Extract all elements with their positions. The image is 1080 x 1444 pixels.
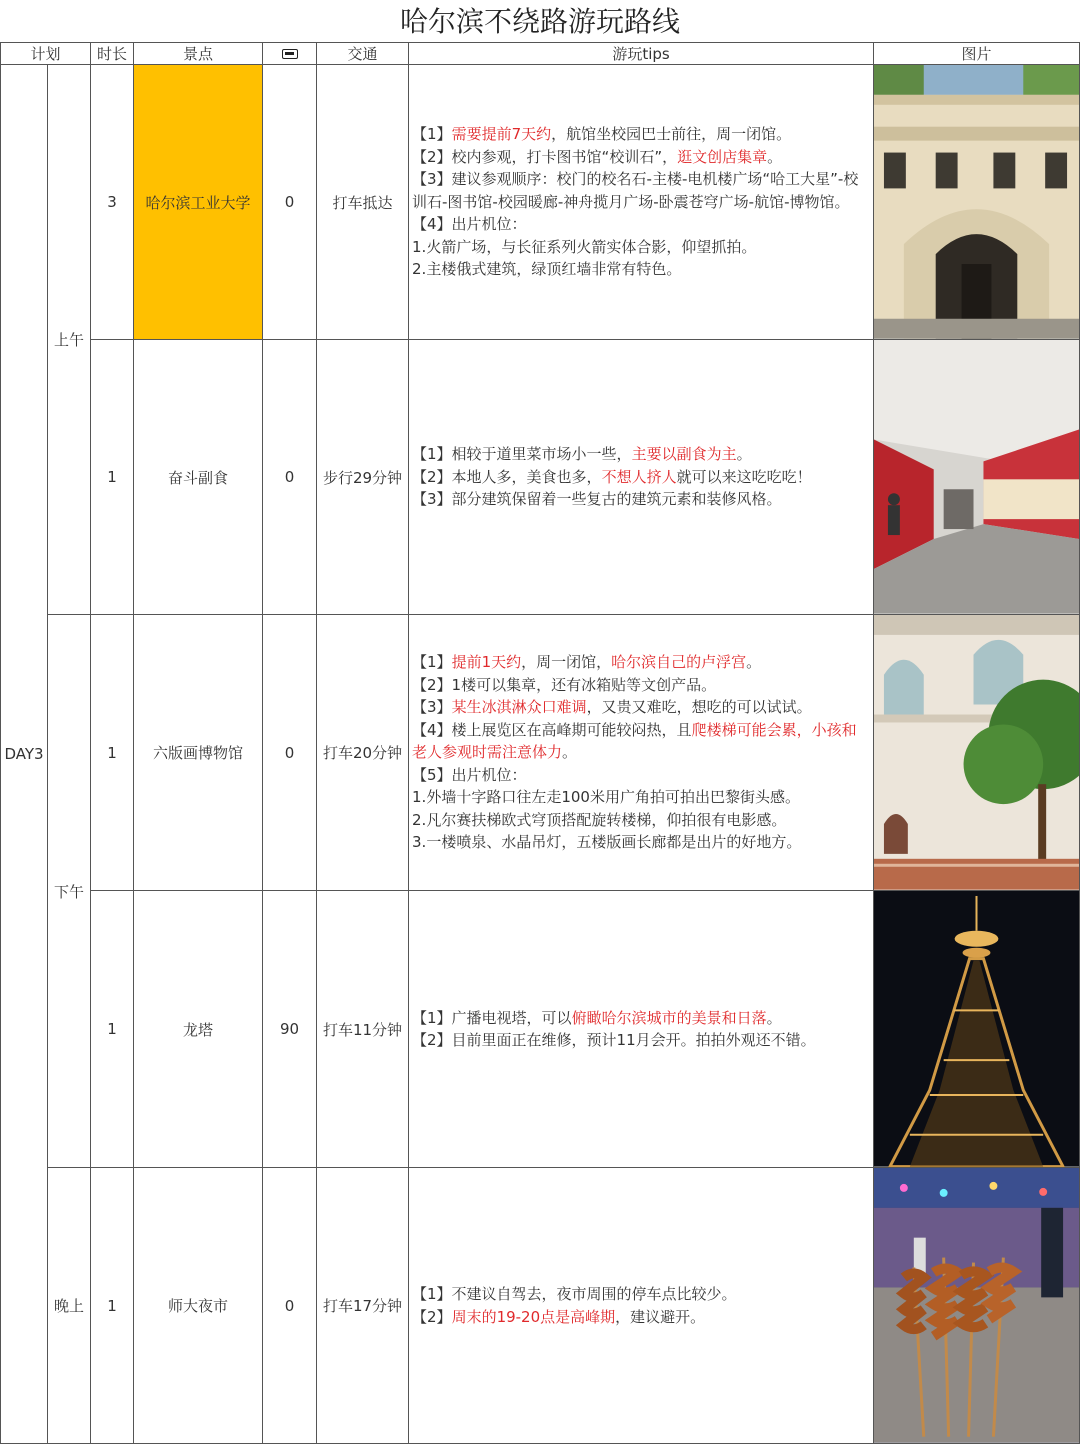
tip-text: 2.凡尔赛扶梯欧式穹顶搭配旋转楼梯，仰拍很有电影感。 bbox=[412, 810, 787, 829]
transport-cell: 步行29分钟 bbox=[317, 340, 409, 615]
tip-text: 【2】校内参观，打卡图书馆“校训石”， bbox=[412, 147, 678, 166]
tip-text: 。 bbox=[736, 445, 752, 464]
photo-cell bbox=[874, 1168, 1080, 1444]
tip-highlight: 主要以副食为主 bbox=[631, 445, 737, 464]
tip-line bbox=[412, 146, 870, 169]
tip-line bbox=[412, 258, 870, 281]
period-evening: 晚上 bbox=[48, 1168, 91, 1444]
tip-text: 【4】出片机位： bbox=[412, 215, 527, 234]
header-tips: 游玩tips bbox=[409, 43, 874, 65]
tip-text: 。 bbox=[746, 653, 762, 672]
photo-food-market bbox=[874, 340, 1079, 614]
period-morning: 上午 bbox=[48, 65, 91, 615]
photo-print-museum bbox=[874, 615, 1079, 890]
tip-text: 【2】本地人多，美食也多， bbox=[412, 467, 602, 486]
header-photo: 图片 bbox=[874, 43, 1080, 65]
tip-line bbox=[412, 1306, 870, 1329]
duration-cell: 1 bbox=[91, 891, 134, 1168]
tip-text: ，又贵又难吃，想吃的可以试试。 bbox=[586, 698, 812, 717]
cost-cell: 0 bbox=[263, 65, 317, 340]
header-duration: 时长 bbox=[91, 43, 134, 65]
tip-line bbox=[412, 651, 870, 674]
tip-line bbox=[412, 466, 870, 489]
tips-cell bbox=[409, 65, 874, 340]
header-plan: 计划 bbox=[1, 43, 91, 65]
tip-line bbox=[412, 1283, 870, 1306]
spot-cell: 师大夜市 bbox=[134, 1168, 263, 1444]
tip-text: 【3】部分建筑保留着一些复古的建筑元素和装修风格。 bbox=[412, 490, 782, 509]
tip-highlight: 哈尔滨自己的卢浮宫 bbox=[611, 653, 747, 672]
tip-text: 【5】出片机位： bbox=[412, 765, 527, 784]
table-row bbox=[1, 1168, 1080, 1444]
tip-highlight: 某生冰淇淋众口难调 bbox=[451, 698, 587, 717]
page-title: 哈尔滨不绕路游玩路线 bbox=[0, 0, 1080, 43]
tip-highlight: 周末的19-20点是高峰期 bbox=[451, 1307, 616, 1326]
duration-cell: 1 bbox=[91, 1168, 134, 1444]
tip-highlight: 爬楼梯可能会累，小孩和老人参观时需注意体力 bbox=[412, 720, 857, 762]
tip-text: ，建议避开。 bbox=[615, 1307, 706, 1326]
tip-text: 就可以来这吃吃吃！ bbox=[676, 467, 812, 486]
tip-line bbox=[412, 696, 870, 719]
tip-text: 【2】1楼可以集章，还有冰箱贴等文创产品。 bbox=[412, 675, 717, 694]
tip-text: 【4】楼上展览区在高峰期可能较闷热，且 bbox=[412, 720, 692, 739]
itinerary-table bbox=[0, 42, 1080, 1444]
header-row bbox=[1, 43, 1080, 65]
photo-university-building bbox=[874, 65, 1079, 339]
table-row bbox=[1, 340, 1080, 615]
photo-dragon-tower bbox=[874, 891, 1079, 1167]
table-row bbox=[1, 615, 1080, 891]
tip-line bbox=[412, 719, 870, 764]
spot-cell: 六版画博物馆 bbox=[134, 615, 263, 891]
photo-cell bbox=[874, 615, 1080, 891]
tips-cell bbox=[409, 615, 874, 891]
transport-cell: 打车17分钟 bbox=[317, 1168, 409, 1444]
photo-cell bbox=[874, 65, 1080, 340]
tip-text: 【2】 bbox=[412, 1307, 452, 1326]
tip-text: 【1】 bbox=[412, 653, 452, 672]
tip-text: 【3】 bbox=[412, 698, 452, 717]
spot-cell: 哈尔滨工业大学 bbox=[134, 65, 263, 340]
photo-cell bbox=[874, 891, 1080, 1168]
photo-night-market bbox=[874, 1168, 1079, 1443]
tip-line bbox=[412, 764, 870, 787]
tip-highlight: 逛文创店集章 bbox=[677, 147, 768, 166]
tip-text: ，航馆坐校园巴士前往，周一闭馆。 bbox=[551, 125, 792, 144]
tip-line bbox=[412, 488, 870, 511]
spot-cell: 龙塔 bbox=[134, 891, 263, 1168]
tip-line bbox=[412, 1007, 870, 1030]
period-afternoon: 下午 bbox=[48, 615, 91, 1168]
tip-text: 2.主楼俄式建筑，绿顶红墙非常有特色。 bbox=[412, 260, 682, 279]
tip-text: 。 bbox=[562, 743, 578, 762]
tip-text: 【1】相较于道里菜市场小一些， bbox=[412, 445, 632, 464]
tip-text: 1.外墙十字路口往左走100米用广角拍可拍出巴黎街头感。 bbox=[412, 788, 800, 807]
day-label: DAY3 bbox=[1, 65, 48, 1444]
tips-cell bbox=[409, 891, 874, 1168]
tip-text: 【1】 bbox=[412, 125, 452, 144]
tip-text: 1.火箭广场，与长征系列火箭实体合影，仰望抓拍。 bbox=[412, 237, 757, 256]
tip-line bbox=[412, 236, 870, 259]
tip-text: 3.一楼喷泉、水晶吊灯，五楼版画长廊都是出片的好地方。 bbox=[412, 833, 802, 852]
table-row bbox=[1, 891, 1080, 1168]
tips-cell bbox=[409, 340, 874, 615]
transport-cell: 打车20分钟 bbox=[317, 615, 409, 891]
tip-line bbox=[412, 674, 870, 697]
tip-line bbox=[412, 213, 870, 236]
header-transport: 交通 bbox=[317, 43, 409, 65]
tip-text: 【2】目前里面正在维修，预计11月会开。拍拍外观还不错。 bbox=[412, 1031, 816, 1049]
tip-line bbox=[412, 831, 870, 854]
spot-cell: 奋斗副食 bbox=[134, 340, 263, 615]
cost-cell: 0 bbox=[263, 340, 317, 615]
tip-text: ，周一闭馆， bbox=[521, 653, 612, 672]
duration-cell: 1 bbox=[91, 340, 134, 615]
cost-cell: 0 bbox=[263, 615, 317, 891]
tip-line bbox=[412, 443, 870, 466]
header-cost bbox=[263, 43, 317, 65]
tip-highlight: 需要提前7天约 bbox=[451, 125, 552, 144]
tips-cell bbox=[409, 1168, 874, 1444]
tip-text: 。 bbox=[766, 1008, 782, 1027]
tip-text: 【3】建议参观顺序：校门的校名石-主楼-电机楼广场“哈工大星”-校训石-图书馆-校园暖廊-神舟揽月广场-卧震苍穹广场-航馆-博物馆。 bbox=[412, 170, 859, 211]
cost-cell: 90 bbox=[263, 891, 317, 1168]
duration-cell: 1 bbox=[91, 615, 134, 891]
tip-line bbox=[412, 1029, 870, 1052]
tip-line bbox=[412, 786, 870, 809]
tip-line bbox=[412, 168, 870, 213]
transport-cell: 打车11分钟 bbox=[317, 891, 409, 1168]
transport-cell: 打车抵达 bbox=[317, 65, 409, 340]
tip-highlight: 不想人挤人 bbox=[601, 467, 677, 486]
header-spot: 景点 bbox=[134, 43, 263, 65]
battery-icon bbox=[282, 49, 298, 59]
tip-text: 【1】广播电视塔，可以 bbox=[412, 1008, 572, 1027]
duration-cell: 3 bbox=[91, 65, 134, 340]
tip-line bbox=[412, 123, 870, 146]
tip-line bbox=[412, 809, 870, 832]
tip-text: 。 bbox=[767, 147, 783, 166]
tip-text: 【1】不建议自驾去，夜市周围的停车点比较少。 bbox=[412, 1285, 737, 1303]
cost-cell: 0 bbox=[263, 1168, 317, 1444]
tip-highlight: 提前1天约 bbox=[451, 653, 522, 672]
tip-highlight: 俯瞰哈尔滨城市的美景和日落 bbox=[571, 1008, 767, 1027]
table-row bbox=[1, 65, 1080, 340]
photo-cell bbox=[874, 340, 1080, 615]
